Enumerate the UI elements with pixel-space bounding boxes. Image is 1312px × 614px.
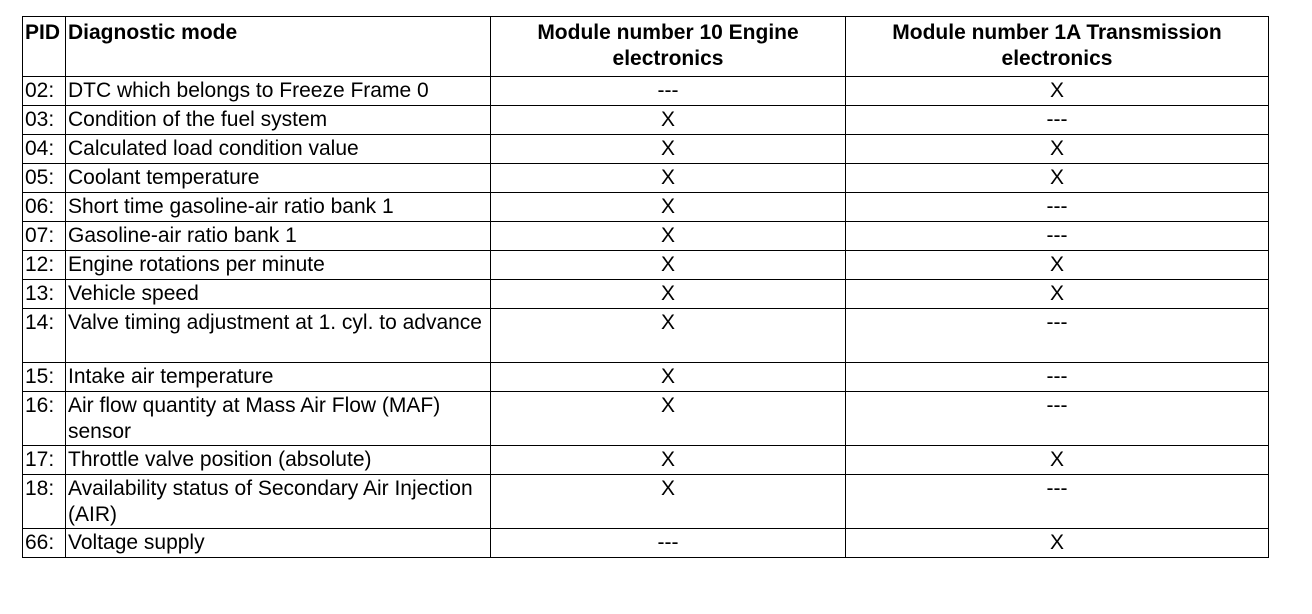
cell-pid: 05:: [23, 164, 66, 193]
cell-diagnostic-mode: Valve timing adjustment at 1. cyl. to advance: [66, 309, 491, 363]
table-row: [23, 309, 1269, 363]
cell-module-1a: X: [846, 135, 1269, 164]
cell-module-1a: X: [846, 164, 1269, 193]
table-header-row: [23, 17, 1269, 77]
table-row: [23, 529, 1269, 558]
cell-pid: 06:: [23, 193, 66, 222]
cell-module-1a: ---: [846, 475, 1269, 529]
cell-module-10: X: [491, 222, 846, 251]
cell-module-1a: ---: [846, 392, 1269, 446]
cell-pid: 15:: [23, 363, 66, 392]
cell-diagnostic-mode: Calculated load condition value: [66, 135, 491, 164]
table-row: [23, 106, 1269, 135]
cell-diagnostic-mode: Voltage supply: [66, 529, 491, 558]
cell-diagnostic-mode: Air flow quantity at Mass Air Flow (MAF) sensor: [66, 392, 491, 446]
cell-module-10: X: [491, 280, 846, 309]
cell-diagnostic-mode: Coolant temperature: [66, 164, 491, 193]
table-row: [23, 222, 1269, 251]
cell-module-10: X: [491, 475, 846, 529]
cell-pid: 07:: [23, 222, 66, 251]
cell-diagnostic-mode: Throttle valve position (absolute): [66, 446, 491, 475]
cell-module-1a: X: [846, 280, 1269, 309]
cell-pid: 66:: [23, 529, 66, 558]
cell-module-10: X: [491, 309, 846, 363]
cell-module-10: ---: [491, 529, 846, 558]
table-row: [23, 363, 1269, 392]
cell-pid: 03:: [23, 106, 66, 135]
header-diagnostic-mode: Diagnostic mode: [66, 17, 491, 77]
cell-diagnostic-mode: Engine rotations per minute: [66, 251, 491, 280]
table-row: [23, 280, 1269, 309]
table-row: [23, 193, 1269, 222]
table-row: [23, 77, 1269, 106]
cell-diagnostic-mode: DTC which belongs to Freeze Frame 0: [66, 77, 491, 106]
cell-module-10: ---: [491, 77, 846, 106]
cell-module-10: X: [491, 106, 846, 135]
cell-pid: 16:: [23, 392, 66, 446]
cell-module-1a: ---: [846, 363, 1269, 392]
table-row: [23, 251, 1269, 280]
cell-diagnostic-mode: Short time gasoline-air ratio bank 1: [66, 193, 491, 222]
cell-pid: 18:: [23, 475, 66, 529]
cell-module-10: X: [491, 164, 846, 193]
cell-module-1a: X: [846, 251, 1269, 280]
cell-diagnostic-mode: Vehicle speed: [66, 280, 491, 309]
cell-module-1a: ---: [846, 193, 1269, 222]
cell-module-10: X: [491, 392, 846, 446]
table-row: [23, 392, 1269, 446]
cell-module-1a: ---: [846, 309, 1269, 363]
cell-pid: 12:: [23, 251, 66, 280]
cell-module-1a: X: [846, 77, 1269, 106]
pid-support-table: [22, 16, 1269, 558]
cell-pid: 17:: [23, 446, 66, 475]
cell-module-1a: X: [846, 446, 1269, 475]
cell-module-1a: ---: [846, 106, 1269, 135]
cell-pid: 14:: [23, 309, 66, 363]
cell-diagnostic-mode: Intake air temperature: [66, 363, 491, 392]
table-row: [23, 475, 1269, 529]
cell-pid: 13:: [23, 280, 66, 309]
header-module-10: Module number 10 Engine electronics: [491, 17, 846, 77]
cell-module-10: X: [491, 193, 846, 222]
table-row: [23, 135, 1269, 164]
cell-pid: 02:: [23, 77, 66, 106]
cell-module-10: X: [491, 135, 846, 164]
cell-diagnostic-mode: Availability status of Secondary Air Injection (AIR): [66, 475, 491, 529]
cell-module-1a: ---: [846, 222, 1269, 251]
cell-module-1a: X: [846, 529, 1269, 558]
cell-module-10: X: [491, 251, 846, 280]
table-row: [23, 164, 1269, 193]
cell-module-10: X: [491, 446, 846, 475]
cell-pid: 04:: [23, 135, 66, 164]
table-row: [23, 446, 1269, 475]
cell-diagnostic-mode: Condition of the fuel system: [66, 106, 491, 135]
header-pid: PID: [23, 17, 66, 77]
header-module-1a: Module number 1A Transmission electronics: [846, 17, 1269, 77]
cell-diagnostic-mode: Gasoline-air ratio bank 1: [66, 222, 491, 251]
cell-module-10: X: [491, 363, 846, 392]
